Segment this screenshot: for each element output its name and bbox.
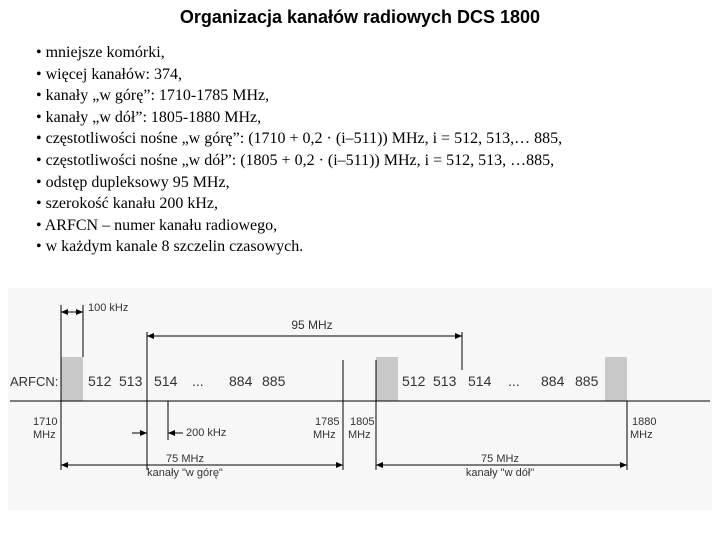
down-channel-number: 512 xyxy=(402,373,426,389)
down-channel-number: 885 xyxy=(575,373,599,389)
freq-value: 1805 xyxy=(350,416,375,428)
freq-unit: MHz xyxy=(313,429,336,441)
label-100khz: 100 kHz xyxy=(88,302,129,314)
down-channel-ellipsis: ... xyxy=(508,373,520,389)
slide-title: Organizacja kanałów radiowych DCS 1800 xyxy=(179,7,541,27)
freq-value: 1785 xyxy=(315,416,340,428)
bullet-item: • częstotliwości nośne „w dół”: (1805 + 0,2 · (i–511)) MHz, i = 512, 513, …885, xyxy=(36,151,555,169)
freq-unit: MHz xyxy=(348,429,371,441)
down-band-width: 75 MHz xyxy=(481,453,519,465)
up-channel-number: 513 xyxy=(119,373,143,389)
guard-band-block xyxy=(376,357,398,401)
down-channel-number: 884 xyxy=(541,373,565,389)
up-band-name: kanały "w górę" xyxy=(147,467,223,479)
up-channel-number: 514 xyxy=(154,373,178,389)
guard-band-block xyxy=(61,357,83,401)
bullet-item: • w każdym kanale 8 szczelin czasowych. xyxy=(36,238,304,256)
freq-unit: MHz xyxy=(630,429,653,441)
up-channel-number: 884 xyxy=(229,373,253,389)
bullet-item: • częstotliwości nośne „w górę”: (1710 + 0,2 · (i–511)) MHz, i = 512, 513,… 885, xyxy=(36,130,563,148)
bullet-item: • szerokość kanału 200 kHz, xyxy=(36,195,218,213)
up-channel-number: 512 xyxy=(88,373,112,389)
bullet-item: • mniejsze komórki, xyxy=(36,44,165,61)
down-band-name: kanały "w dół" xyxy=(465,467,535,479)
freq-value: 1710 xyxy=(33,416,58,428)
down-channel-number: 513 xyxy=(433,373,457,389)
bullet-item: • więcej kanałów: 374, xyxy=(36,65,182,83)
freq-unit: MHz xyxy=(33,429,56,441)
freq-value: 1880 xyxy=(632,416,657,428)
bullet-item: • kanały „w dół”: 1805-1880 MHz, xyxy=(36,108,262,126)
up-channel-ellipsis: ... xyxy=(192,373,204,389)
bullet-list xyxy=(36,42,562,258)
bullet-item: • kanały „w górę”: 1710-1785 MHz, xyxy=(36,87,270,105)
up-band-width: 75 MHz xyxy=(166,453,204,465)
up-channel-number: 885 xyxy=(262,373,286,389)
channel-diagram xyxy=(0,280,720,540)
label-200khz: 200 kHz xyxy=(186,427,227,439)
guard-band-block xyxy=(605,357,627,401)
label-95mhz: 95 MHz xyxy=(291,318,333,332)
bullet-item: • ARFCN – numer kanału radiowego, xyxy=(36,216,278,234)
bullet-item: • odstęp dupleksowy 95 MHz, xyxy=(36,173,230,191)
down-channel-number: 514 xyxy=(468,373,492,389)
arfcn-label: ARFCN: xyxy=(10,374,59,389)
